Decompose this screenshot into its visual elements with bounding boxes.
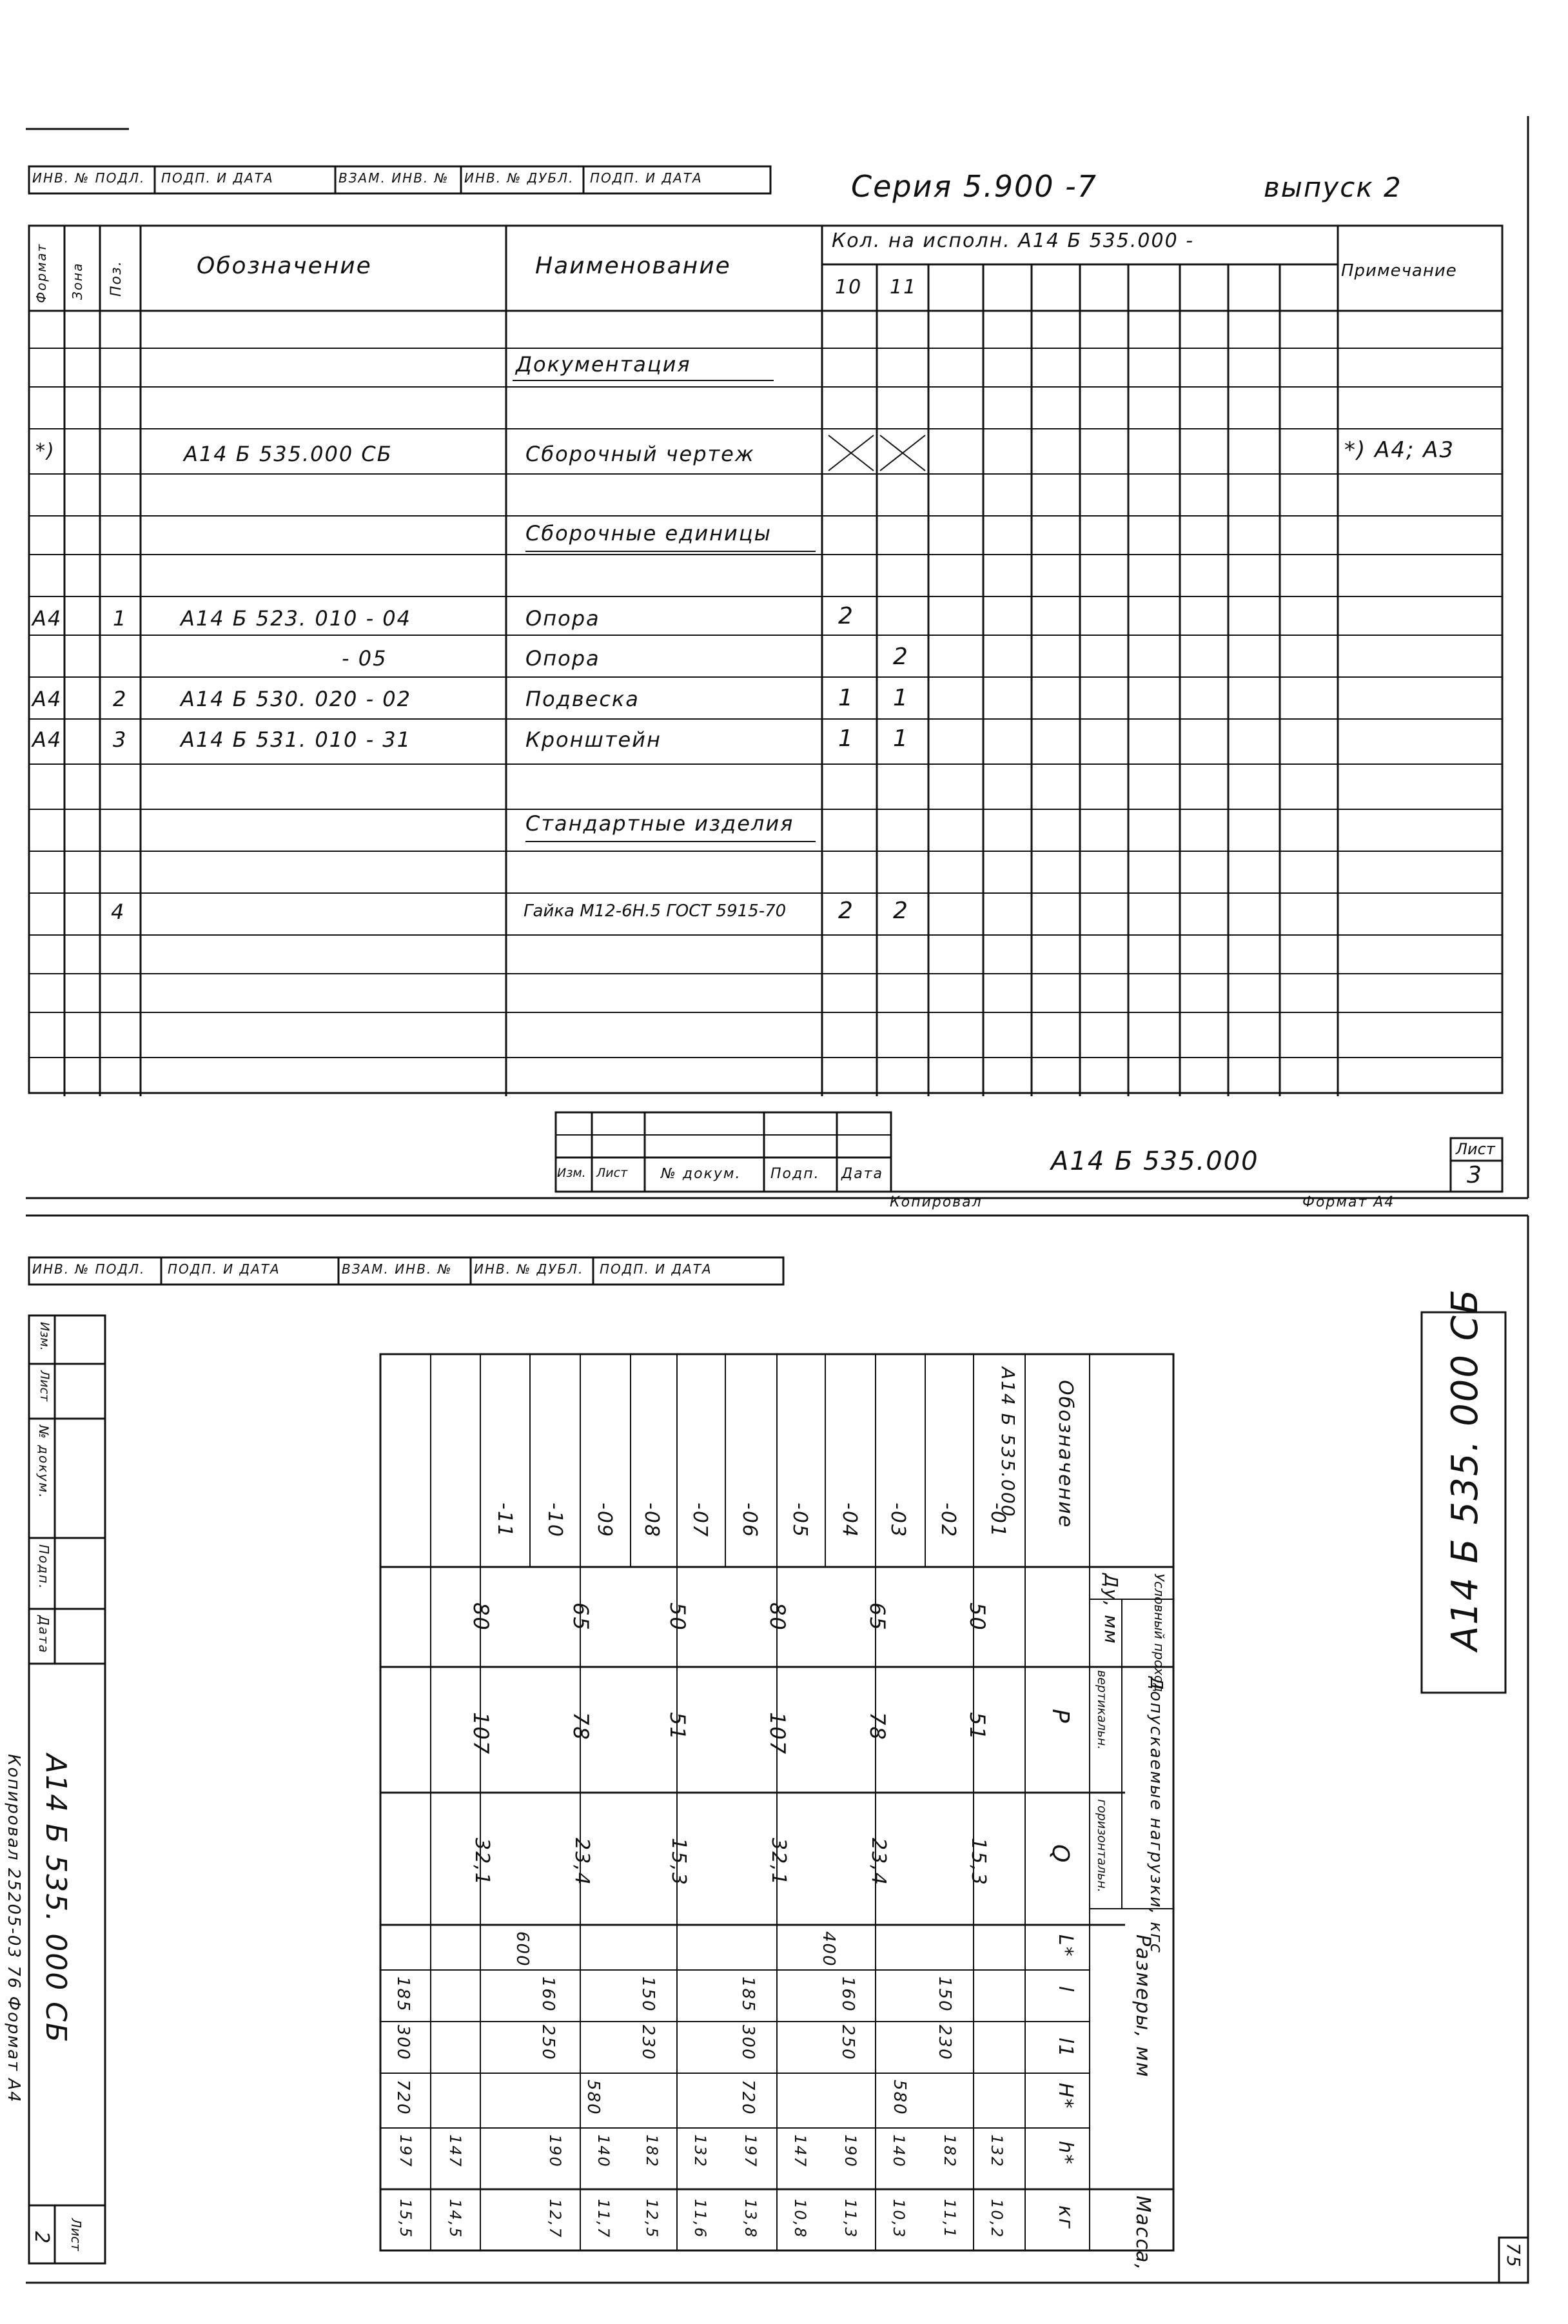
- cell-l1: 250: [538, 2025, 558, 2061]
- cell-mass: 12,7: [546, 2199, 564, 2239]
- cell-P: 107: [765, 1712, 790, 1756]
- tb-label-sign: Подп.: [770, 1166, 820, 1182]
- cell-l: 185: [393, 1976, 413, 2013]
- row-name: Гайка М12-6Н.5 ГОСТ 5915-70: [524, 901, 787, 921]
- section-standard-items: Стандартные изделия: [525, 811, 794, 836]
- th-H: H*: [1054, 2083, 1077, 2110]
- tb-sheet-label: Лист: [1456, 1140, 1495, 1158]
- col-designation-header: Обозначение: [197, 253, 372, 279]
- cell-l: 185: [738, 1976, 758, 2013]
- side-label-docno: № докум.: [36, 1425, 52, 1499]
- footer-format: Формат А4: [1302, 1194, 1395, 1210]
- row-designation: А14 Б 523. 010 - 04: [181, 606, 412, 631]
- row-designation: А14 Б 530. 020 - 02: [181, 687, 412, 711]
- cell-H: 720: [393, 2080, 413, 2116]
- cell-mass: 11,7: [594, 2199, 612, 2239]
- cell-P: 51: [965, 1712, 990, 1741]
- side-label-change: Изм.: [37, 1322, 52, 1351]
- cell-P: 107: [469, 1712, 493, 1756]
- variant-06: -06: [738, 1502, 761, 1538]
- row-format: А4: [32, 606, 63, 631]
- section-assembly-units: Сборочные единицы: [525, 521, 772, 546]
- cell-mass: 10,2: [988, 2199, 1006, 2239]
- cell-L: 400: [819, 1931, 838, 1967]
- variant-03: -03: [887, 1502, 909, 1538]
- side-doc-designation: А14 Б 535. 000 СБ: [39, 1754, 72, 2044]
- cell-mass: 12,5: [643, 2199, 661, 2239]
- cell-h: 147: [446, 2134, 464, 2168]
- cell-dn: 65: [569, 1602, 593, 1631]
- th-designation: Обозначение: [1054, 1380, 1077, 1529]
- cell-h: 182: [941, 2134, 959, 2168]
- cell-l1: 300: [393, 2025, 413, 2061]
- variant-11: -11: [493, 1502, 516, 1538]
- col-name-header: Наименование: [535, 253, 731, 279]
- cell-mass: 10,3: [890, 2199, 908, 2239]
- cell-P: 78: [865, 1712, 890, 1741]
- row-q11: 2: [893, 898, 909, 924]
- cell-dn: 80: [765, 1602, 790, 1631]
- cell-H: 580: [583, 2080, 603, 2116]
- cell-Q: 15,3: [667, 1838, 690, 1886]
- cell-h: 197: [741, 2134, 760, 2168]
- cell-mass: 11,6: [691, 2199, 709, 2239]
- cell-L: 600: [513, 1931, 532, 1967]
- row-name: Кронштейн: [525, 727, 662, 752]
- variant-09: -09: [593, 1502, 616, 1538]
- col-qty-header: Кол. на исполн. А14 Б 535.000 -: [832, 230, 1195, 252]
- cell-l: 160: [838, 1976, 858, 2013]
- corner-number: 75: [1503, 2243, 1524, 2269]
- cell-mass: 11,3: [841, 2199, 859, 2239]
- cell-l: 150: [935, 1976, 954, 2013]
- row-pos: 2: [113, 687, 128, 711]
- cell-mass: 15,5: [397, 2199, 415, 2239]
- cell-l: 150: [638, 1976, 658, 2013]
- cell-l: 160: [538, 1976, 558, 2013]
- col-format-header: Формат: [34, 242, 49, 303]
- stamp-inv-orig: ИНВ. № ПОДЛ.: [32, 170, 146, 186]
- variant-07: -07: [689, 1502, 711, 1538]
- cell-Q: 32,1: [471, 1838, 493, 1886]
- stamp2-sign-date-2: ПОДП. И ДАТА: [600, 1261, 712, 1277]
- variant-08: -08: [640, 1502, 663, 1538]
- side-label-sheet: Лист: [37, 1370, 52, 1402]
- th-L: L*: [1054, 1935, 1077, 1958]
- cell-h: 147: [791, 2134, 809, 2168]
- row-format: А4: [32, 687, 63, 711]
- col-qty-11: 11: [890, 276, 917, 299]
- tb-label-sheet: Лист: [596, 1166, 628, 1180]
- col-note-header: Примечание: [1341, 261, 1457, 281]
- row-q11: 2: [893, 644, 909, 670]
- row-pos: 3: [113, 727, 128, 752]
- row-designation: А14 Б 531. 010 - 31: [181, 727, 412, 752]
- th-vert: вертикальн.: [1095, 1670, 1109, 1750]
- cell-Q: 32,1: [767, 1838, 790, 1886]
- row-name: Сборочный чертеж: [525, 442, 755, 466]
- row-name: Опора: [525, 646, 600, 671]
- row-q11: 1: [893, 725, 909, 752]
- cell-dn: 80: [469, 1602, 493, 1631]
- th-P: P: [1047, 1709, 1073, 1724]
- col-qty-10: 10: [835, 276, 863, 299]
- stamp-inv-dup: ИНВ. № ДУБЛ.: [464, 170, 574, 186]
- cell-h: 140: [594, 2134, 612, 2168]
- th-mass: Масса,: [1132, 2196, 1154, 2272]
- th-base-designation: А14 Б 535.000: [997, 1367, 1019, 1518]
- cell-h: 190: [841, 2134, 859, 2168]
- stamp2-inv-dup: ИНВ. № ДУБЛ.: [474, 1261, 584, 1277]
- tb-label-docno: № докум.: [661, 1166, 741, 1182]
- col-pos-header: Поз.: [108, 260, 124, 297]
- cell-l1: 230: [638, 2025, 658, 2061]
- th-dims: Размеры, мм: [1132, 1935, 1154, 2078]
- row-format: *): [35, 440, 55, 462]
- th-loads: Допускаемые нагрузки, кгс: [1146, 1677, 1166, 1955]
- stamp-sign-date-2: ПОДП. И ДАТА: [590, 170, 703, 186]
- variant-04: -04: [838, 1502, 861, 1538]
- series-label: Серия 5.900 -7: [851, 169, 1097, 204]
- row-q10: 2: [838, 603, 854, 629]
- cell-h: 132: [691, 2134, 709, 2168]
- tb-label-change: Изм.: [557, 1166, 586, 1180]
- col-zone-header: Зона: [70, 262, 85, 300]
- cell-h: 190: [546, 2134, 564, 2168]
- th-Q: Q: [1047, 1844, 1073, 1864]
- row-q10: 2: [838, 898, 854, 924]
- footer-copied: Копировал: [890, 1194, 983, 1210]
- row-q10: 1: [838, 725, 854, 752]
- tb-doc-designation: А14 Б 535.000: [1051, 1147, 1259, 1176]
- row-q10: 1: [838, 685, 854, 711]
- cell-h: 140: [890, 2134, 908, 2168]
- side-label-date: Дата: [36, 1615, 52, 1654]
- cell-dn: 50: [965, 1602, 990, 1631]
- stamp2-inv-orig: ИНВ. № ПОДЛ.: [32, 1261, 146, 1277]
- stamp2-replace-inv: ВЗАМ. ИНВ. №: [342, 1261, 453, 1277]
- stamp2-sign-date: ПОДП. И ДАТА: [168, 1261, 280, 1277]
- cell-P: 78: [569, 1712, 593, 1741]
- th-dn-unit: Ду, мм: [1101, 1573, 1122, 1645]
- cell-h: 182: [643, 2134, 661, 2168]
- row-pos: 4: [111, 900, 126, 924]
- cell-Q: 15,3: [967, 1838, 990, 1886]
- title-box-designation: А14 Б 535. 000 СБ: [1444, 1288, 1486, 1651]
- tb-label-date: Дата: [841, 1166, 883, 1182]
- cell-mass: 11,1: [941, 2199, 959, 2239]
- cell-dn: 65: [865, 1602, 890, 1631]
- row-name: Подвеска: [525, 687, 640, 711]
- row-format: А4: [32, 727, 63, 752]
- issue-label: выпуск 2: [1264, 172, 1402, 203]
- section-documentation: Документация: [516, 352, 691, 377]
- variant-01: -01: [986, 1502, 1009, 1538]
- cell-l1: 300: [738, 2025, 758, 2061]
- stamp-sign-date: ПОДП. И ДАТА: [161, 170, 274, 186]
- th-l: l: [1054, 1986, 1077, 1993]
- side-sheet-number: 2: [30, 2231, 53, 2245]
- cell-l1: 230: [935, 2025, 954, 2061]
- cell-h: 132: [988, 2134, 1006, 2168]
- cell-mass: 14,5: [446, 2199, 464, 2239]
- tb-sheet-number: 3: [1467, 1162, 1483, 1188]
- cell-dn: 50: [665, 1602, 690, 1631]
- row-designation: - 05: [342, 646, 387, 671]
- th-dn: Условный проход: [1152, 1573, 1167, 1693]
- cell-P: 51: [665, 1712, 690, 1741]
- side-label-sign: Подп.: [36, 1544, 52, 1590]
- variant-10: -10: [544, 1502, 566, 1538]
- variant-05: -05: [789, 1502, 811, 1538]
- th-kg: кг: [1054, 2205, 1077, 2230]
- cell-mass: 10,8: [791, 2199, 809, 2239]
- th-l1: l1: [1054, 2038, 1077, 2058]
- side-footer: Копировал 25205-03 76 Формат А4: [4, 1754, 23, 2103]
- cell-h: 197: [397, 2134, 415, 2168]
- row-q11: 1: [893, 685, 909, 711]
- row-pos: 1: [113, 606, 128, 631]
- cell-l1: 250: [838, 2025, 858, 2061]
- variant-02: -02: [937, 1502, 959, 1538]
- th-h: h*: [1054, 2141, 1077, 2166]
- cell-H: 720: [738, 2080, 758, 2116]
- row-designation: А14 Б 535.000 СБ: [184, 442, 393, 466]
- row-name: Опора: [525, 606, 600, 631]
- cell-Q: 23,4: [571, 1838, 593, 1886]
- stamp-replace-inv: ВЗАМ. ИНВ. №: [338, 170, 449, 186]
- side-sheet-label: Лист: [68, 2218, 84, 2251]
- cell-Q: 23,4: [867, 1838, 890, 1886]
- th-horiz: горизонтальн.: [1095, 1799, 1109, 1893]
- row-note: *) А4; А3: [1344, 437, 1455, 463]
- cell-H: 580: [890, 2080, 909, 2116]
- cell-mass: 13,8: [741, 2199, 760, 2239]
